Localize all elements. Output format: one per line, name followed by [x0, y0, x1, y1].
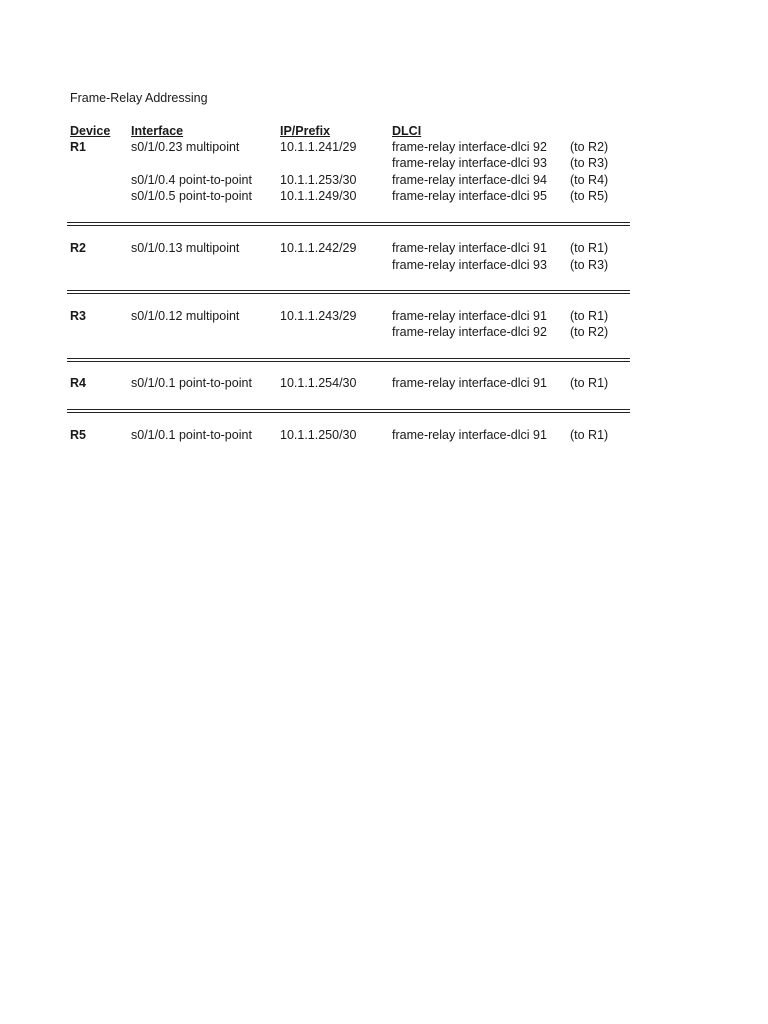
interface-cell: s0/1/0.4 point-to-point: [131, 173, 252, 187]
destination-cell: (to R1): [570, 376, 609, 390]
interface-cell: s0/1/0.12 multipoint: [131, 309, 240, 323]
destination-cell: (to R2): [570, 325, 609, 339]
ip-prefix-cell: 10.1.1.242/29: [280, 241, 357, 255]
interface-cell: s0/1/0.1 point-to-point: [131, 376, 252, 390]
interface-cell: s0/1/0.5 point-to-point: [131, 189, 252, 203]
section-divider: [67, 358, 630, 362]
interface-cell: s0/1/0.13 multipoint: [131, 241, 240, 255]
dlci-cell: frame-relay interface-dlci 91: [392, 428, 547, 442]
destination-cell: (to R1): [570, 428, 609, 442]
ip-prefix-cell: 10.1.1.249/30: [280, 189, 357, 203]
destination-cell: (to R5): [570, 189, 609, 203]
interface-cell: s0/1/0.23 multipoint: [131, 140, 240, 154]
section-divider: [67, 290, 630, 294]
destination-cell: (to R3): [570, 156, 609, 170]
destination-cell: (to R3): [570, 258, 609, 272]
device-label: R5: [70, 428, 86, 442]
header-ip-prefix: IP/Prefix: [280, 124, 331, 138]
header-device: Device: [70, 124, 111, 138]
destination-cell: (to R1): [570, 309, 609, 323]
device-label: R1: [70, 140, 86, 154]
dlci-cell: frame-relay interface-dlci 92: [392, 325, 547, 339]
dlci-cell: frame-relay interface-dlci 95: [392, 189, 547, 203]
destination-cell: (to R2): [570, 140, 609, 154]
section-divider: [67, 409, 630, 413]
ip-prefix-cell: 10.1.1.250/30: [280, 428, 357, 442]
device-label: R4: [70, 376, 86, 390]
ip-prefix-cell: 10.1.1.253/30: [280, 173, 357, 187]
device-label: R2: [70, 241, 86, 255]
section-divider: [67, 222, 630, 226]
page-title: Frame-Relay Addressing: [70, 91, 208, 105]
interface-cell: s0/1/0.1 point-to-point: [131, 428, 252, 442]
dlci-cell: frame-relay interface-dlci 93: [392, 258, 547, 272]
destination-cell: (to R4): [570, 173, 609, 187]
ip-prefix-cell: 10.1.1.254/30: [280, 376, 357, 390]
dlci-cell: frame-relay interface-dlci 91: [392, 309, 547, 323]
dlci-cell: frame-relay interface-dlci 91: [392, 376, 547, 390]
dlci-cell: frame-relay interface-dlci 94: [392, 173, 547, 187]
device-label: R3: [70, 309, 86, 323]
dlci-cell: frame-relay interface-dlci 91: [392, 241, 547, 255]
destination-cell: (to R1): [570, 241, 609, 255]
dlci-cell: frame-relay interface-dlci 93: [392, 156, 547, 170]
header-interface: Interface: [131, 124, 184, 138]
header-dlci: DLCI: [392, 124, 422, 138]
ip-prefix-cell: 10.1.1.243/29: [280, 309, 357, 323]
ip-prefix-cell: 10.1.1.241/29: [280, 140, 357, 154]
dlci-cell: frame-relay interface-dlci 92: [392, 140, 547, 154]
